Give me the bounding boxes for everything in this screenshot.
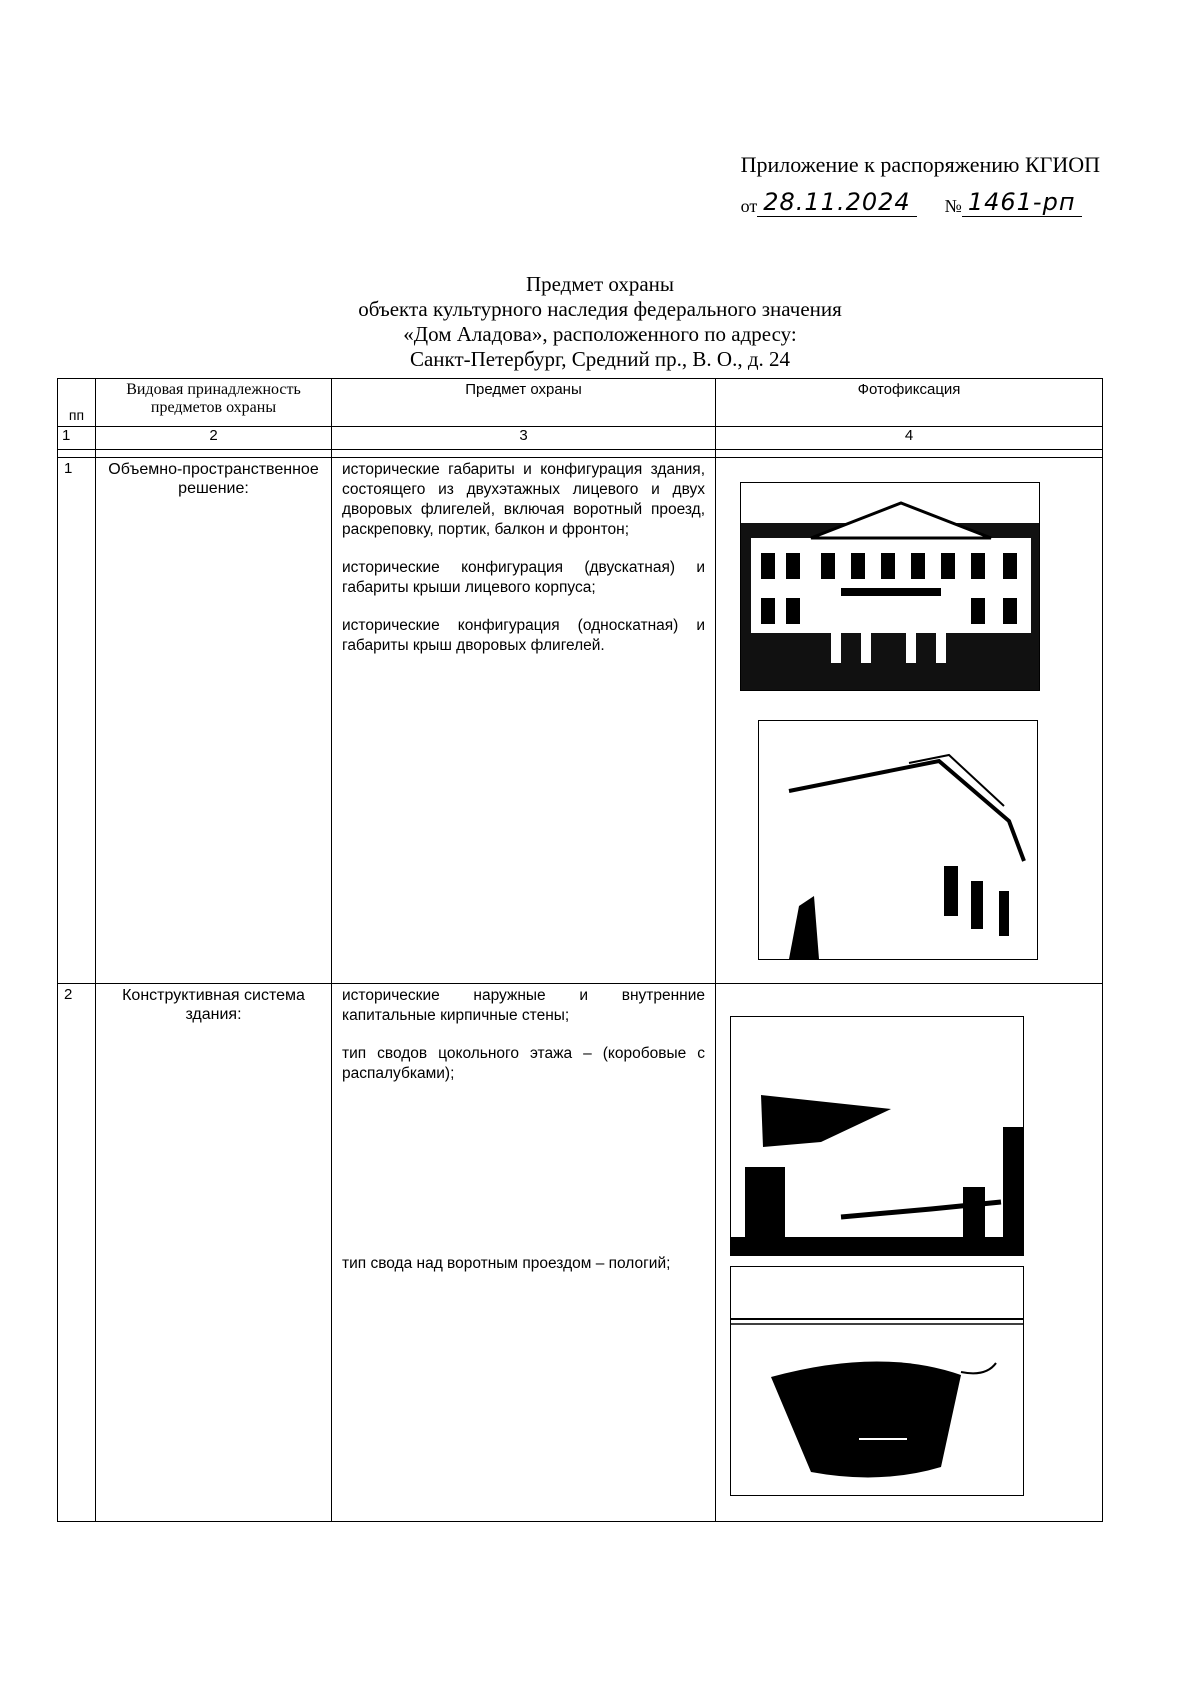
roof-photo-image (759, 721, 1037, 959)
subject-item: исторические наружные и внутренние капитальные кирпичные стены; (342, 987, 705, 1024)
title-line-2: объекта культурного наследия федерального значения (358, 297, 842, 321)
header-category: Видовая принадлежность предметов охраны (96, 379, 332, 427)
table-row (58, 458, 1103, 984)
subject-item: исторические габариты и конфигурация здания, состоящего из двухэтажных лицевого и двух дворовых флигелей, включая воротный проезд, раскреповку, портик, балкон и фронтон; (342, 461, 705, 538)
row-subject (332, 458, 716, 984)
title-line-1: Предмет охраны (525, 272, 675, 296)
vault-photo-image (731, 1017, 1023, 1255)
row-photos (716, 458, 1103, 984)
document-title (0, 272, 1200, 372)
gate-vault-photo-image (731, 1267, 1023, 1495)
header-index: пп (58, 379, 96, 427)
header-photo: Фотофиксация (716, 379, 1103, 427)
row-index: 2 (58, 984, 96, 1522)
roof-photo (758, 720, 1038, 960)
row-index: 1 (58, 458, 96, 984)
vault-photo (730, 1016, 1024, 1256)
subject-item: тип сводов цокольного этажа – (коробовые с распалубками); (342, 1045, 705, 1082)
col-number: 2 (96, 427, 332, 450)
title-line-3: «Дом Аладова», расположенного по адресу: (403, 322, 797, 346)
order-line (741, 188, 1100, 217)
title-line-4: Санкт-Петербург, Средний пр., В. О., д. 24 (409, 347, 791, 371)
row-subject (332, 984, 716, 1522)
order-date: 28.11.2024 (757, 188, 916, 217)
subject-item: исторические конфигурация (двускатная) и габариты крыши лицевого корпуса; (342, 559, 705, 596)
table-row (58, 984, 1103, 1522)
number-label: № (944, 196, 962, 216)
row-category: Конструктивная система здания: (96, 984, 332, 1522)
spacer-row (58, 450, 1103, 458)
document-header (741, 152, 1100, 217)
col-number: 1 (58, 427, 96, 450)
row-category: Объемно-пространственное решение: (96, 458, 332, 984)
row-photos (716, 984, 1103, 1522)
facade-photo-image (741, 483, 1039, 690)
protection-table (57, 378, 1103, 1522)
gate-vault-photo (730, 1266, 1024, 1496)
column-number-row (58, 427, 1103, 450)
facade-photo (740, 482, 1040, 691)
col-number: 4 (716, 427, 1103, 450)
header-subject: Предмет охраны (332, 379, 716, 427)
subject-item: исторические конфигурация (односкатная) и габариты крыш дворовых флигелей. (342, 617, 705, 654)
from-label: от (740, 196, 758, 216)
appendix-label: Приложение к распоряжению КГИОП (740, 152, 1100, 177)
subject-item: тип свода над воротным проездом – пологий; (342, 1255, 671, 1272)
col-number: 3 (332, 427, 716, 450)
table-header-row (58, 379, 1103, 427)
order-number: 1461-рп (962, 188, 1082, 217)
